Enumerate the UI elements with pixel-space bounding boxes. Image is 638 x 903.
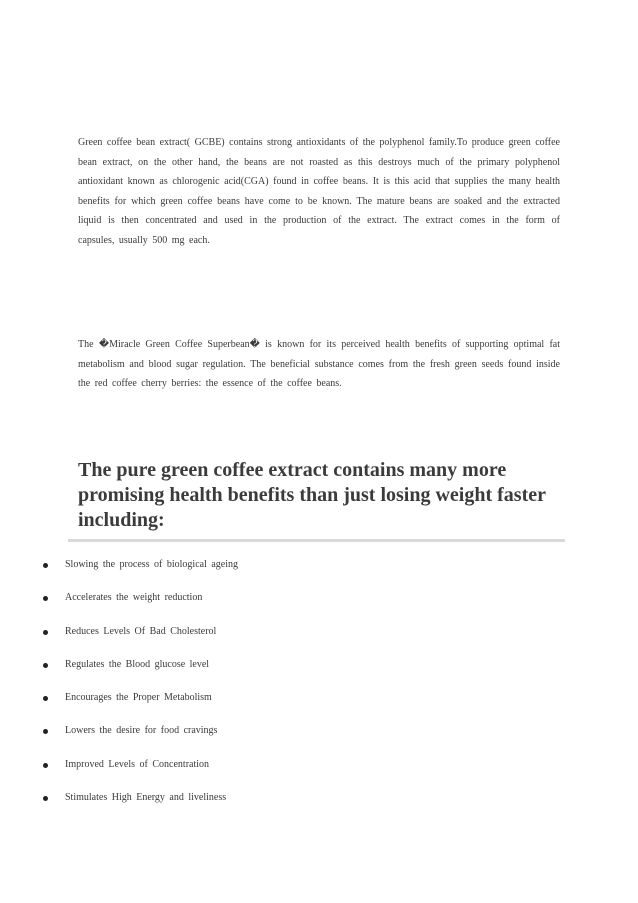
bullet-icon <box>43 663 48 668</box>
bullet-icon <box>43 763 48 768</box>
heading-divider <box>68 539 565 542</box>
list-item-text: Stimulates High Energy and liveliness <box>65 792 227 804</box>
section-heading: The pure green coffee extract contains many more promising health benefits than just losing weight faster including: <box>78 459 546 531</box>
bullet-icon <box>43 596 48 601</box>
paragraph-superbean: The �Miracle Green Coffee Superbean� is known for its perceived health benefits of supporting optimal fat metabolism and blood sugar regulation. The beneficial substance comes from the fresh green seeds found inside the red coffee cherry berries: the essence of the coffee beans. <box>78 339 560 390</box>
list-item-text: Lowers the desire for food cravings <box>65 725 218 737</box>
list-item-text: Slowing the process of biological ageing <box>65 559 239 570</box>
bullet-icon <box>43 563 48 568</box>
list-item-text: Regulates the Blood glucose level <box>65 658 210 670</box>
bullet-icon <box>43 796 48 801</box>
paragraph-gcbe-intro: Green coffee bean extract( GCBE) contains strong antioxidants of the polyphenol family.To produce green coffee bean extract, on the other hand, the beans are not roasted as this destroys much of the primary polyphenol antioxidant known as chlorogenic acid(CGA) found in coffee beans. It is this acid that supplies the many health benefits for which green coffee beans have come to be known. The mature beans are soaked and the extracted liquid is then concentrated and used in the production of the extract. The extract comes in the form of capsules, usually 500 mg each. <box>78 137 560 246</box>
list-item-text: Accelerates the weight reduction <box>65 592 203 604</box>
list-item-text: Encourages the Proper Metabolism <box>65 692 212 704</box>
bullet-icon <box>43 696 48 701</box>
bullet-icon <box>43 729 48 734</box>
list-item-text: Reduces Levels Of Bad Cholesterol <box>65 625 217 637</box>
bullet-icon <box>43 630 48 635</box>
list-item-text: Improved Levels of Concentration <box>65 758 210 770</box>
